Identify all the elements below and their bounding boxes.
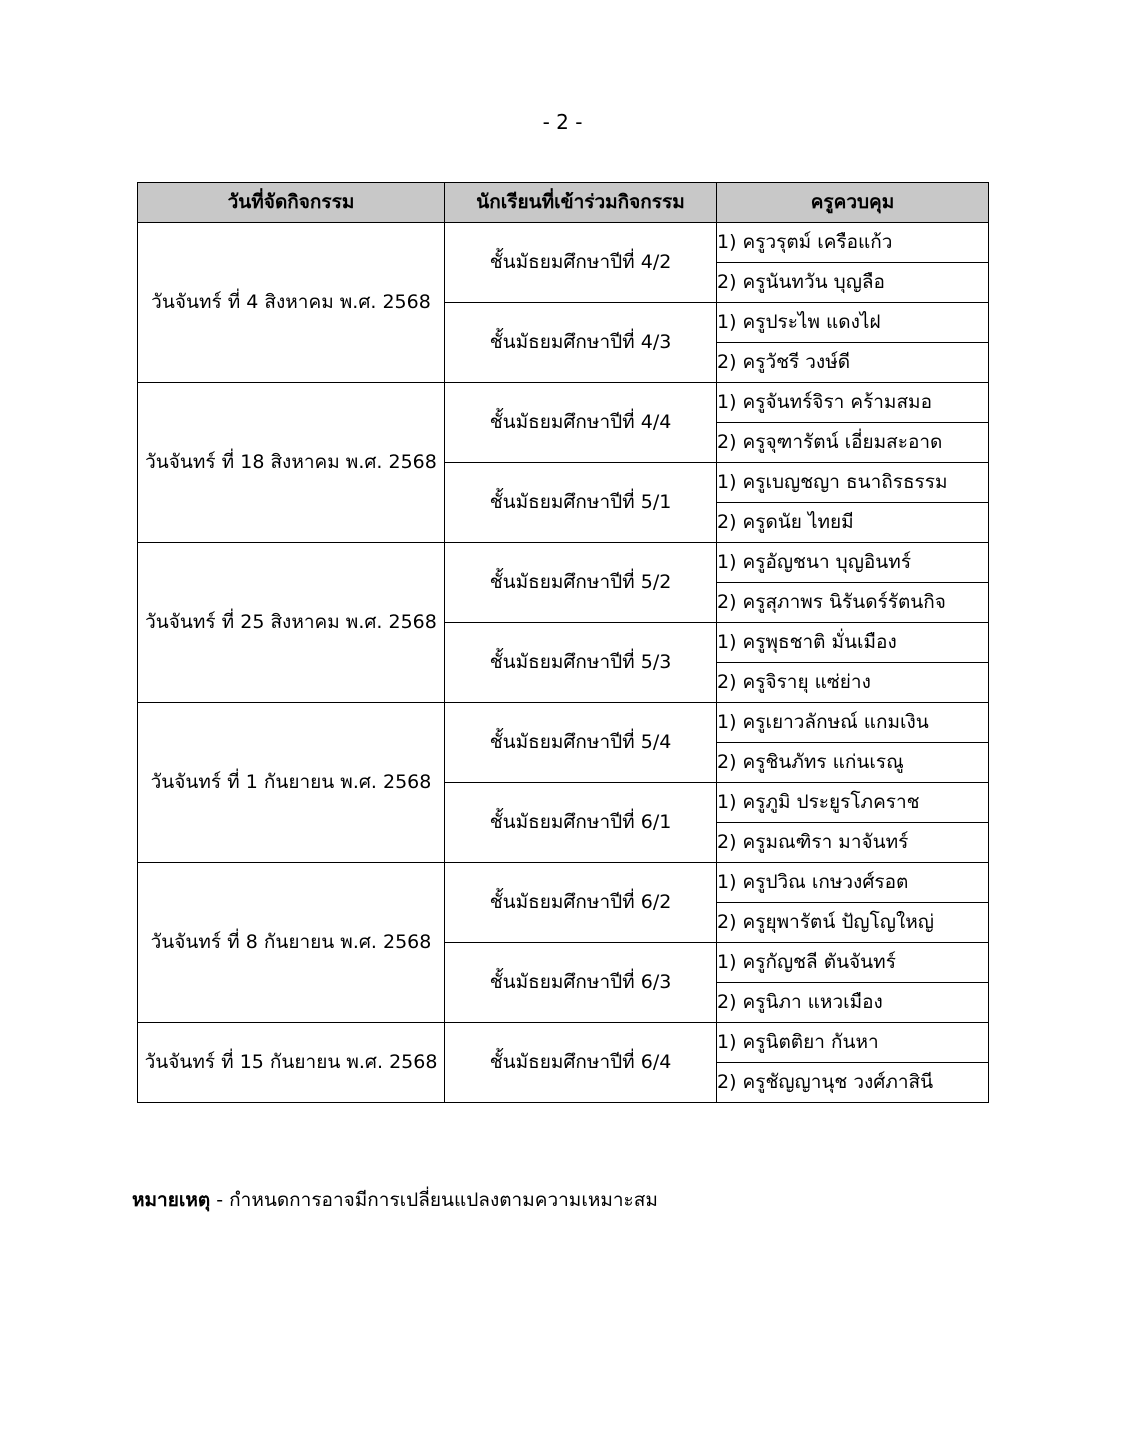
table-row — [138, 1023, 989, 1063]
teacher-cell: 1) ครูเบญชญา ธนาถิรธรรม — [717, 463, 989, 503]
teacher-cell: 2) ครูดนัย ไทยมี — [717, 503, 989, 543]
header-students: นักเรียนที่เข้าร่วมกิจกรรม — [445, 183, 717, 223]
teacher-cell: 1) ครูประไพ แดงไฝ — [717, 303, 989, 343]
teacher-cell: 2) ครูยุพารัตน์ ปัญโญใหญ่ — [717, 903, 989, 943]
class-cell: ชั้นมัธยมศึกษาปีที่ 6/3 — [445, 943, 717, 1023]
date-cell: วันจันทร์ ที่ 18 สิงหาคม พ.ศ. 2568 — [138, 383, 445, 543]
class-cell: ชั้นมัธยมศึกษาปีที่ 4/4 — [445, 383, 717, 463]
teacher-cell: 2) ครูนิภา แหวเมือง — [717, 983, 989, 1023]
teacher-cell: 2) ครูชินภัทร แก่นเรณู — [717, 743, 989, 783]
activity-schedule-table — [137, 182, 989, 1103]
teacher-cell: 1) ครูภูมิ ประยูรโภคราช — [717, 783, 989, 823]
table-row — [138, 223, 989, 263]
date-cell: วันจันทร์ ที่ 15 กันยายน พ.ศ. 2568 — [138, 1023, 445, 1103]
date-cell: วันจันทร์ ที่ 25 สิงหาคม พ.ศ. 2568 — [138, 543, 445, 703]
table-row — [138, 863, 989, 903]
class-cell: ชั้นมัธยมศึกษาปีที่ 5/1 — [445, 463, 717, 543]
date-cell: วันจันทร์ ที่ 1 กันยายน พ.ศ. 2568 — [138, 703, 445, 863]
class-cell: ชั้นมัธยมศึกษาปีที่ 4/2 — [445, 223, 717, 303]
class-cell: ชั้นมัธยมศึกษาปีที่ 6/2 — [445, 863, 717, 943]
teacher-cell: 2) ครูสุภาพร นิรันดร์รัตนกิจ — [717, 583, 989, 623]
table-row — [138, 703, 989, 743]
teacher-cell: 2) ครูวัชรี วงษ์ดี — [717, 343, 989, 383]
note — [132, 1185, 658, 1215]
teacher-cell: 2) ครูมณฑิรา มาจันทร์ — [717, 823, 989, 863]
page-number: - 2 - — [542, 110, 583, 134]
date-cell: วันจันทร์ ที่ 8 กันยายน พ.ศ. 2568 — [138, 863, 445, 1023]
table-row — [138, 543, 989, 583]
teacher-cell: 2) ครูจุฑารัตน์ เอี่ยมสะอาด — [717, 423, 989, 463]
class-cell: ชั้นมัธยมศึกษาปีที่ 6/4 — [445, 1023, 717, 1103]
note-text: - กำหนดการอาจมีการเปลี่ยนแปลงตามความเหมาะสม — [210, 1189, 658, 1211]
note-label: หมายเหตุ — [132, 1189, 211, 1211]
teacher-cell: 1) ครูวรุตม์ เครือแก้ว — [717, 223, 989, 263]
class-cell: ชั้นมัธยมศึกษาปีที่ 5/2 — [445, 543, 717, 623]
class-cell: ชั้นมัธยมศึกษาปีที่ 4/3 — [445, 303, 717, 383]
teacher-cell: 2) ครูจิรายุ แซ่ย่าง — [717, 663, 989, 703]
teacher-cell: 1) ครูเยาวลักษณ์ แกมเงิน — [717, 703, 989, 743]
table-header-row — [138, 183, 989, 223]
teacher-cell: 1) ครูอัญชนา บุญอินทร์ — [717, 543, 989, 583]
class-cell: ชั้นมัธยมศึกษาปีที่ 5/4 — [445, 703, 717, 783]
teacher-cell: 1) ครูนิตติยา กันหา — [717, 1023, 989, 1063]
teacher-cell: 2) ครูนันทวัน บุญลือ — [717, 263, 989, 303]
teacher-cell: 1) ครูจันทร์จิรา คร้ามสมอ — [717, 383, 989, 423]
teacher-cell: 2) ครูชัญญานุช วงศ์ภาสินี — [717, 1063, 989, 1103]
header-date: วันที่จัดกิจกรรม — [138, 183, 445, 223]
class-cell: ชั้นมัธยมศึกษาปีที่ 6/1 — [445, 783, 717, 863]
teacher-cell: 1) ครูกัญชลี ตันจันทร์ — [717, 943, 989, 983]
teacher-cell: 1) ครูปวิณ เกษวงศ์รอต — [717, 863, 989, 903]
class-cell: ชั้นมัธยมศึกษาปีที่ 5/3 — [445, 623, 717, 703]
date-cell: วันจันทร์ ที่ 4 สิงหาคม พ.ศ. 2568 — [138, 223, 445, 383]
teacher-cell: 1) ครูพุธชาติ มั่นเมือง — [717, 623, 989, 663]
header-teachers: ครูควบคุม — [717, 183, 989, 223]
table-row — [138, 383, 989, 423]
